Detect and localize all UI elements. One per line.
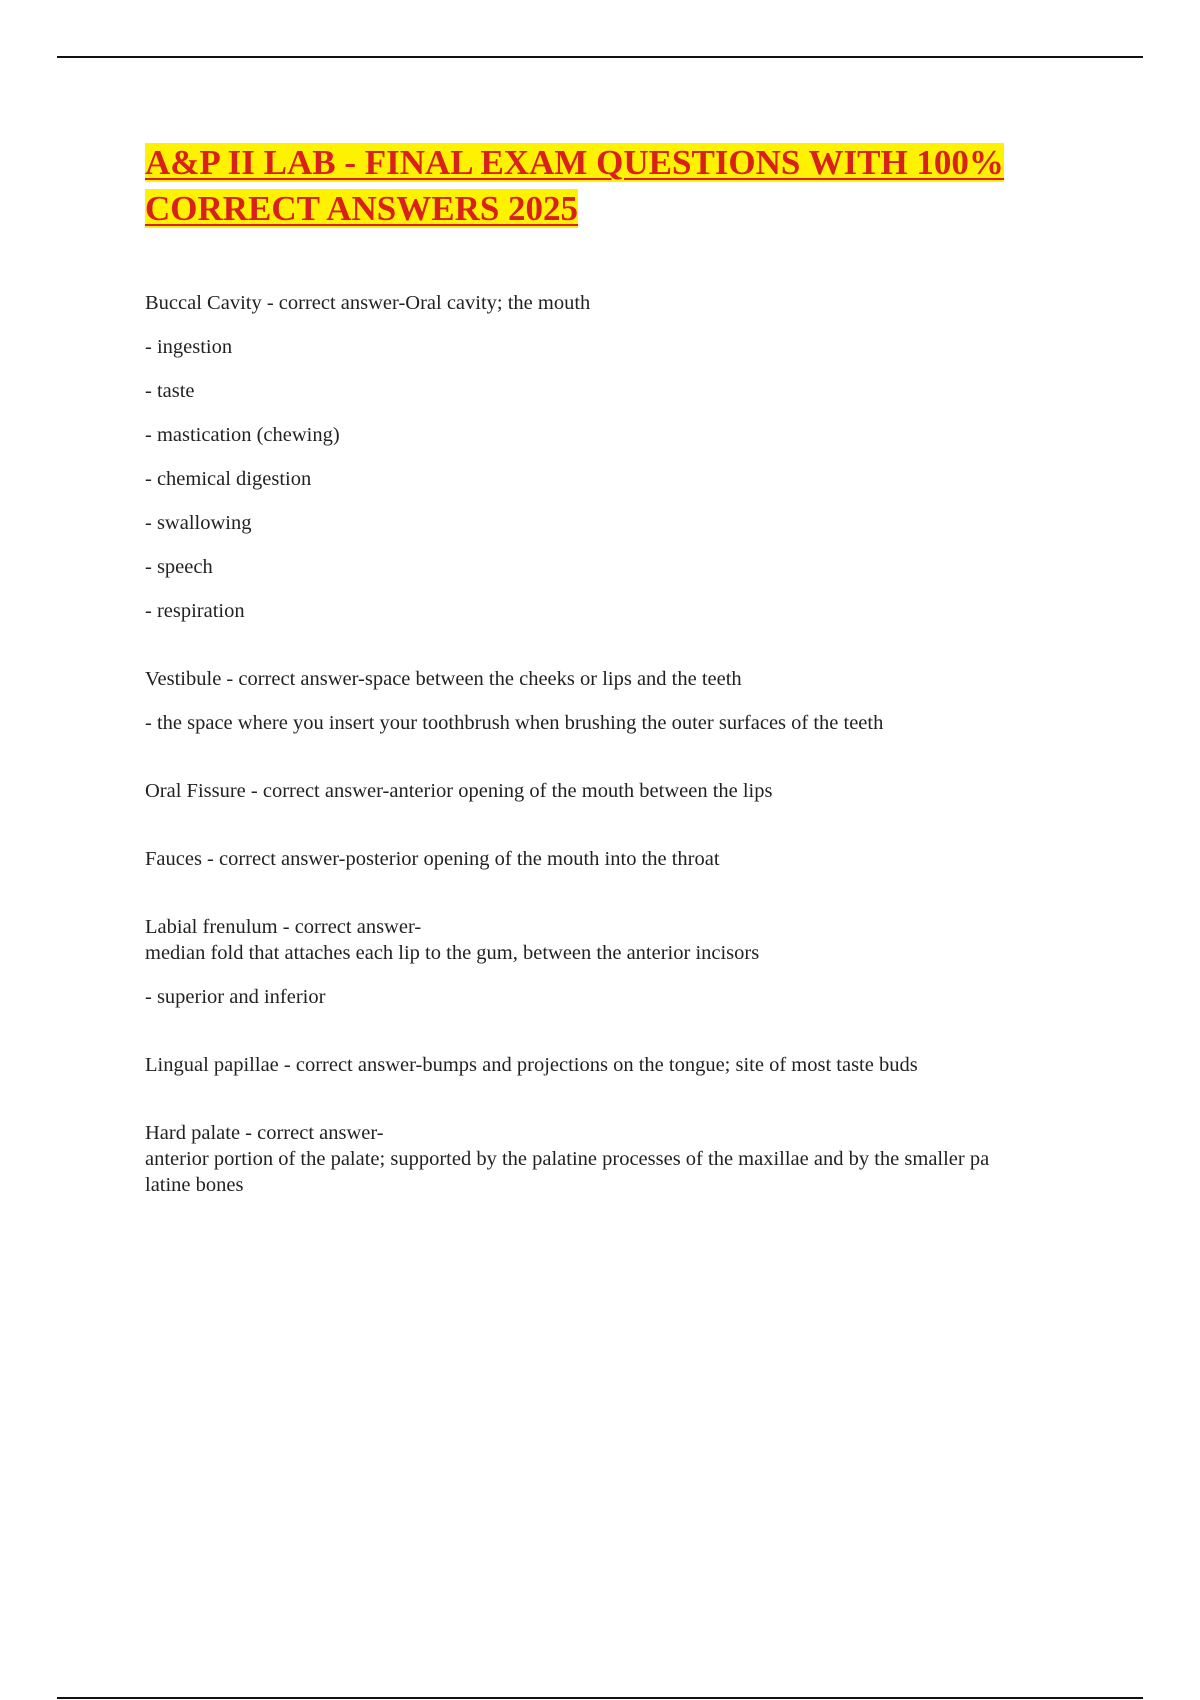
- entry-term-line: Buccal Cavity - correct answer-Oral cavity; the mouth: [145, 292, 591, 314]
- entry-definition-line: anterior portion of the palate; supported by the palatine processes of the maxillae and by the smaller pa: [145, 1148, 990, 1170]
- bottom-rule: [57, 1697, 1143, 1699]
- entry-bullet: - mastication (chewing): [145, 424, 340, 446]
- entry-bullet: - taste: [145, 380, 195, 402]
- entry-term-line: Oral Fissure - correct answer-anterior opening of the mouth between the lips: [145, 780, 773, 802]
- entry-term-line: Lingual papillae - correct answer-bumps and projections on the tongue; site of most taste buds: [145, 1054, 918, 1076]
- qa-entry-labial-frenulum: [145, 914, 1095, 1010]
- entry-bullet: - superior and inferior: [145, 986, 326, 1008]
- entry-bullet: - chemical digestion: [145, 468, 312, 490]
- entry-term-line: Hard palate - correct answer-: [145, 1122, 384, 1144]
- entry-bullet: - speech: [145, 556, 213, 578]
- document-page: [145, 140, 1095, 1240]
- entry-term-line: Labial frenulum - correct answer-: [145, 916, 422, 938]
- entry-bullet: - ingestion: [145, 336, 233, 358]
- entry-definition-line: latine bones: [145, 1174, 244, 1196]
- entry-definition-line: median fold that attaches each lip to the gum, between the anterior incisors: [145, 942, 760, 964]
- qa-entries: [145, 290, 1095, 1198]
- entry-bullet: - swallowing: [145, 512, 252, 534]
- entry-bullet: - respiration: [145, 600, 245, 622]
- title-line-1: A&P II LAB - FINAL EXAM QUESTIONS WITH 100%: [145, 143, 1004, 182]
- qa-entry-oral-fissure: [145, 778, 1095, 804]
- entry-term-line: Vestibule - correct answer-space between the cheeks or lips and the teeth: [145, 668, 742, 690]
- document-title: [145, 140, 1095, 232]
- title-line-2: CORRECT ANSWERS 2025: [145, 189, 579, 228]
- entry-term-line: Fauces - correct answer-posterior opening of the mouth into the throat: [145, 848, 720, 870]
- top-rule: [57, 56, 1143, 58]
- qa-entry-vestibule: [145, 666, 1095, 736]
- qa-entry-hard-palate: [145, 1120, 1095, 1198]
- qa-entry-lingual-papillae: [145, 1052, 1095, 1078]
- entry-bullet: - the space where you insert your toothbrush when brushing the outer surfaces of the teeth: [145, 712, 884, 734]
- qa-entry-fauces: [145, 846, 1095, 872]
- qa-entry-buccal-cavity: [145, 290, 1095, 624]
